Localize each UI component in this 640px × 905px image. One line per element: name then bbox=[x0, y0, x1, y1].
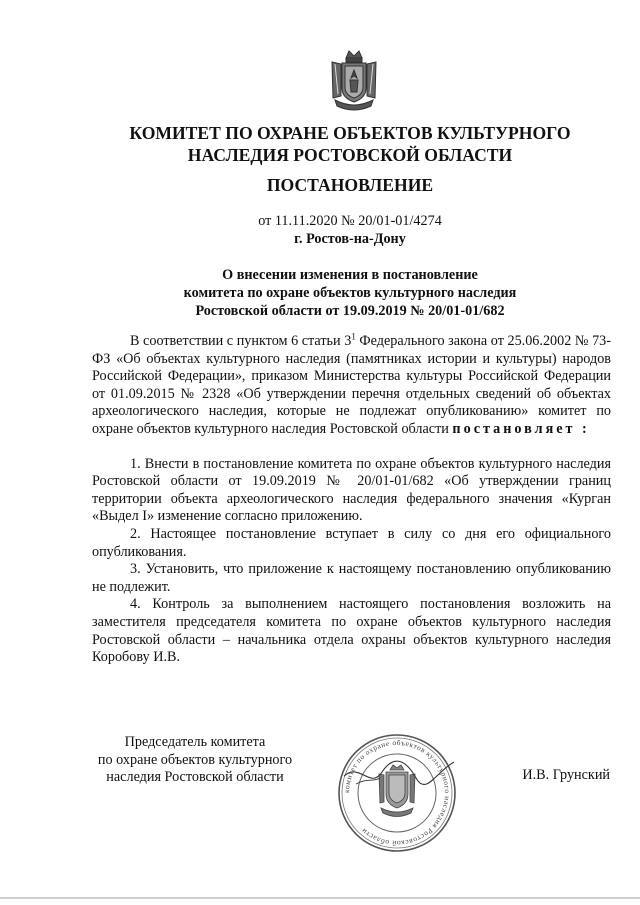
document-subject bbox=[60, 266, 640, 320]
org-line-1: КОМИТЕТ ПО ОХРАНЕ ОБЪЕКТОВ КУЛЬТУРНОГО bbox=[129, 123, 571, 143]
preamble-paragraph bbox=[92, 333, 611, 439]
signatory-title-line-1: Председатель комитета bbox=[124, 734, 266, 750]
item-3: 3. Установить, что приложение к настоящему постановлению опубликованию не подлежит. bbox=[92, 561, 611, 595]
subject-line-2: комитета по охране объектов культурного наследия bbox=[183, 285, 517, 301]
seal-text: комитет по охране объектов культурного наследия Ростовской области bbox=[341, 737, 453, 849]
signatory-title-line-2: по охране объектов культурного bbox=[97, 751, 293, 768]
preamble-start: В соответствии с пунктом 6 статьи 3 bbox=[130, 333, 352, 349]
subject-line-3: Ростовской области от 19.09.2019 № 20/01-01/682 bbox=[195, 303, 505, 319]
org-line-2: НАСЛЕДИЯ РОСТОВСКОЙ ОБЛАСТИ bbox=[187, 145, 513, 165]
organization-name bbox=[60, 122, 640, 166]
city-line: г. Ростов-на-Дону bbox=[294, 231, 406, 247]
scan-edge-divider bbox=[0, 897, 640, 899]
preamble-rest: Федерального закона от 25.06.2002 № 73-ФЗ «Об объектах культурного наследия (памятниках истории и культуры) народов Российской Федерации», приказом Министерства культуры Российской Федерации от 01.09.2015 № 2328 «Об утверждении перечня отдельных сведений об объектах археологического наследия, которые не подлежат опубликованию» комитет по охране объектов культурного наследия Ростовской области bbox=[92, 333, 611, 437]
signatory-name: И.В. Грунский bbox=[522, 767, 610, 783]
item-2: 2. Настоящее постановление вступает в силу со дня его официального опубликования. bbox=[92, 525, 611, 560]
signatory-title-line-3: наследия Ростовской области bbox=[106, 769, 284, 786]
coat-of-arms-emblem bbox=[329, 48, 379, 114]
preamble-superscript: 1 bbox=[351, 331, 356, 342]
date-number-line: от 11.11.2020 № 20/01-01/4274 bbox=[258, 213, 442, 229]
signatory-title bbox=[60, 734, 330, 787]
document-type: ПОСТАНОВЛЕНИЕ bbox=[266, 175, 434, 195]
subject-line-1: О внесении изменения в постановление bbox=[222, 267, 478, 283]
resolves-word: постановляет : bbox=[452, 420, 590, 437]
item-1: 1. Внести в постановление комитета по охране объектов культурного наследия Ростовской области от 19.09.2019 № 20/01-01/682 «Об утверждении границ территории объекта археологического наследия федерального значения «Курган «Выдел I» изменение согласно приложению. bbox=[92, 455, 611, 525]
official-seal bbox=[336, 732, 458, 854]
document-body bbox=[92, 333, 611, 667]
item-4: 4. Контроль за выполнением настоящего постановления возложить на заместителя председателя комитета по охране объектов культурного наследия Ростовской области – начальника отдела охраны объектов культурного наследия Коробову И.В. bbox=[92, 596, 611, 666]
